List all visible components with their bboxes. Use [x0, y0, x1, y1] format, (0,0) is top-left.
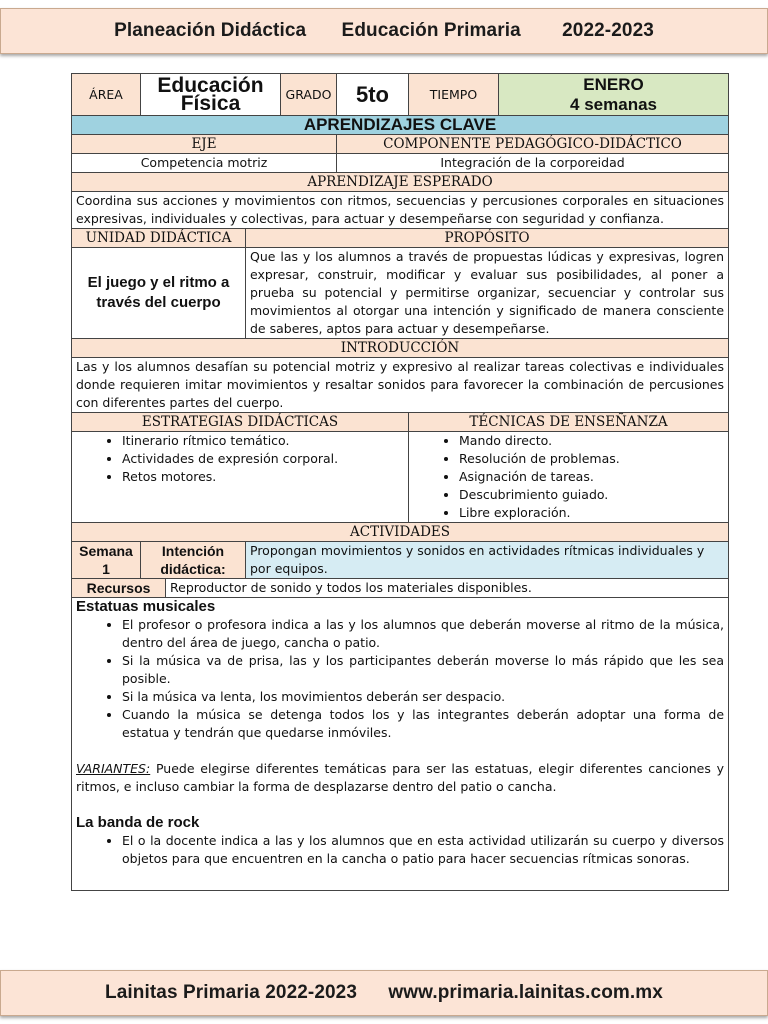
unidad-name: El juego y el ritmo a través del cuerpo — [72, 248, 246, 339]
activity-steps — [76, 832, 724, 868]
footer-brand: Lainitas Primaria 2022-2023 — [105, 982, 358, 1003]
variantes-text: Puede elegirse diferentes temáticas para ser las estatuas, elegir diferentes canciones y ritmos, e incluso cambiar la forma de desplazarse dentro del patio o cancha. — [76, 761, 725, 794]
componente-label: COMPONENTE PEDAGÓGICO-DIDÁCTICO — [337, 135, 729, 154]
header-level: Educación Primaria — [341, 20, 521, 41]
month-name: ENERO — [583, 74, 644, 94]
list-item: • El profesor o profesora indica a las y los alumnos que deberán moverse al ritmo de la música, dentro del área de juego, cancha o patio. — [122, 616, 724, 652]
estrategias-list-cell — [72, 432, 409, 523]
estrategias-list — [76, 432, 404, 486]
intencion-label: Intención didáctica: — [141, 542, 246, 579]
componente-value: Integración de la corporeidad — [337, 154, 729, 173]
planeacion-table — [71, 73, 729, 891]
tiempo-label: TIEMPO — [409, 74, 499, 116]
eje-value: Competencia motriz — [72, 154, 337, 173]
list-item: • Actividades de expresión corporal. — [122, 450, 404, 468]
list-item: • Retos motores. — [122, 468, 404, 486]
unidad-label: UNIDAD DIDÁCTICA — [72, 229, 246, 248]
introduccion-text: Las y los alumnos desafían su potencial motriz y expresivo al realizar tareas colectivas e individuales donde requieren imitar movimientos y resaltar sonidos para favorecer la combinación de percusiones con diferentes partes del cuerpo. — [72, 358, 729, 413]
proposito-label: PROPÓSITO — [246, 229, 729, 248]
area-label: ÁREA — [72, 74, 141, 116]
intencion-text: Propongan movimientos y sonidos en actividades rítmicas individuales y por equipos. — [246, 542, 729, 579]
footer-banner — [0, 970, 768, 1016]
recursos-label: Recursos — [72, 579, 166, 598]
header-banner — [0, 8, 768, 54]
grado-value: 5to — [337, 74, 409, 116]
grado-label: GRADO — [281, 74, 337, 116]
tecnicas-list-cell — [409, 432, 729, 523]
header-year: 2022-2023 — [562, 20, 654, 41]
list-item: • Libre exploración. — [459, 504, 724, 522]
list-item: • Asignación de tareas. — [459, 468, 724, 486]
month-cell — [499, 74, 729, 116]
header-title: Planeación Didáctica — [114, 20, 307, 41]
list-item: • Mando directo. — [459, 432, 724, 450]
introduccion-label: INTRODUCCIÓN — [72, 339, 729, 358]
recursos-text: Reproductor de sonido y todos los materiales disponibles. — [166, 579, 729, 598]
list-item: • Si la música va de prisa, las y los participantes deberán moverse lo más rápido que les sea posible. — [122, 652, 724, 688]
list-item: • Cuando la música se detenga todos los y las integrantes deberán adoptar una forma de estatua y tendrán que quedarse inmóviles. — [122, 706, 724, 742]
list-item: • Descubrimiento guiado. — [459, 486, 724, 504]
activity-title: La banda de rock — [76, 814, 200, 831]
tecnicas-list — [413, 432, 724, 522]
proposito-text: Que las y los alumnos a través de propuestas lúdicas y expresivas, logren expresar, construir, modificar y evaluar sus posibilidades, al poner a prueba su potencial y permitirse organizar, secuenciar y controlar sus movimientos al otorgar una intención y significado de manera consciente de saberes, aptos para actuar y desempeñarse. — [246, 248, 729, 339]
activities-body — [72, 598, 729, 891]
tecnicas-label: TÉCNICAS DE ENSEÑANZA — [409, 413, 729, 432]
semana-label: Semana 1 — [72, 542, 141, 579]
variantes-paragraph — [76, 760, 724, 796]
variantes-label: VARIANTES: — [76, 761, 151, 776]
activity-steps — [76, 616, 724, 742]
eje-label: EJE — [72, 135, 337, 154]
info-row — [72, 74, 729, 116]
esperado-text: Coordina sus acciones y movimientos con ritmos, secuencias y percusiones corporales en situaciones expresivas, individuales y colectivas, para actuar y desempeñarse con seguridad y confianza. — [72, 192, 729, 229]
esperado-label: APRENDIZAJE ESPERADO — [72, 173, 729, 192]
list-item: • Resolución de problemas. — [459, 450, 724, 468]
activity-title: Estatuas musicales — [76, 598, 216, 615]
actividades-label: ACTIVIDADES — [72, 523, 729, 542]
weeks-count: 4 semanas — [570, 94, 657, 114]
footer-url[interactable]: www.primaria.lainitas.com.mx — [388, 982, 663, 1003]
list-item: • El o la docente indica a las y los alumnos que en esta actividad utilizarán su cuerpo y diversos objetos para que encuentren en la cancha o patio para hacer secuencias rítmicas sonoras. — [122, 832, 724, 868]
list-item: • Itinerario rítmico temático. — [122, 432, 404, 450]
estrategias-label: ESTRATEGIAS DIDÁCTICAS — [72, 413, 409, 432]
area-value: Educación Física — [141, 74, 281, 116]
aprendizajes-title: APRENDIZAJES CLAVE — [72, 116, 729, 135]
list-item: • Si la música va lenta, los movimientos deberán ser despacio. — [122, 688, 724, 706]
